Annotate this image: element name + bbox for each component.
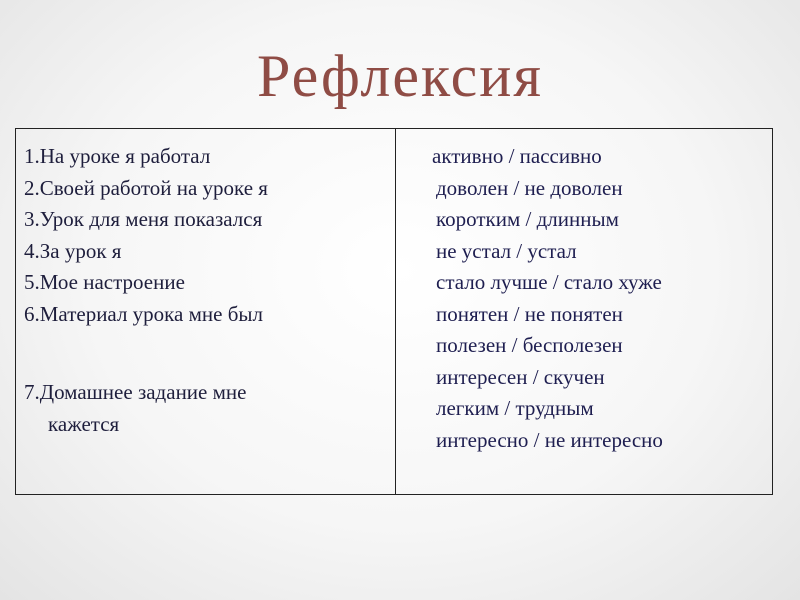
right-item: доволен / не доволен — [436, 175, 623, 200]
right-column — [396, 129, 772, 494]
right-item: понятен / не понятен — [436, 301, 623, 326]
right-item: активно / пассивно — [432, 144, 602, 168]
right-item: интересен / скучен — [436, 364, 605, 389]
right-item: коротким / длинным — [436, 207, 619, 231]
right-item: интересно / не интересно — [436, 427, 663, 452]
left-item: 6.Материал урока мне был — [24, 301, 263, 326]
reflection-table — [15, 128, 773, 495]
left-item: 4.За урок я — [24, 238, 122, 263]
left-item: 1.На уроке я работал — [24, 144, 211, 168]
spacer — [24, 330, 395, 377]
right-item: полезен / бесполезен — [436, 333, 623, 357]
slide-title: Рефлексия — [257, 43, 543, 109]
left-item-continuation: кажется — [48, 411, 120, 436]
left-item: 2.Своей работой на уроке я — [24, 175, 268, 200]
right-item: не устал / устал — [436, 238, 577, 263]
left-item: 5.Мое настроение — [24, 270, 185, 294]
left-item: 7.Домашнее задание мне — [24, 380, 247, 404]
left-item: 3.Урок для меня показался — [24, 207, 263, 231]
right-item: стало лучше / стало хуже — [436, 270, 662, 294]
right-item: легким / трудным — [436, 396, 594, 420]
left-column — [16, 129, 396, 494]
